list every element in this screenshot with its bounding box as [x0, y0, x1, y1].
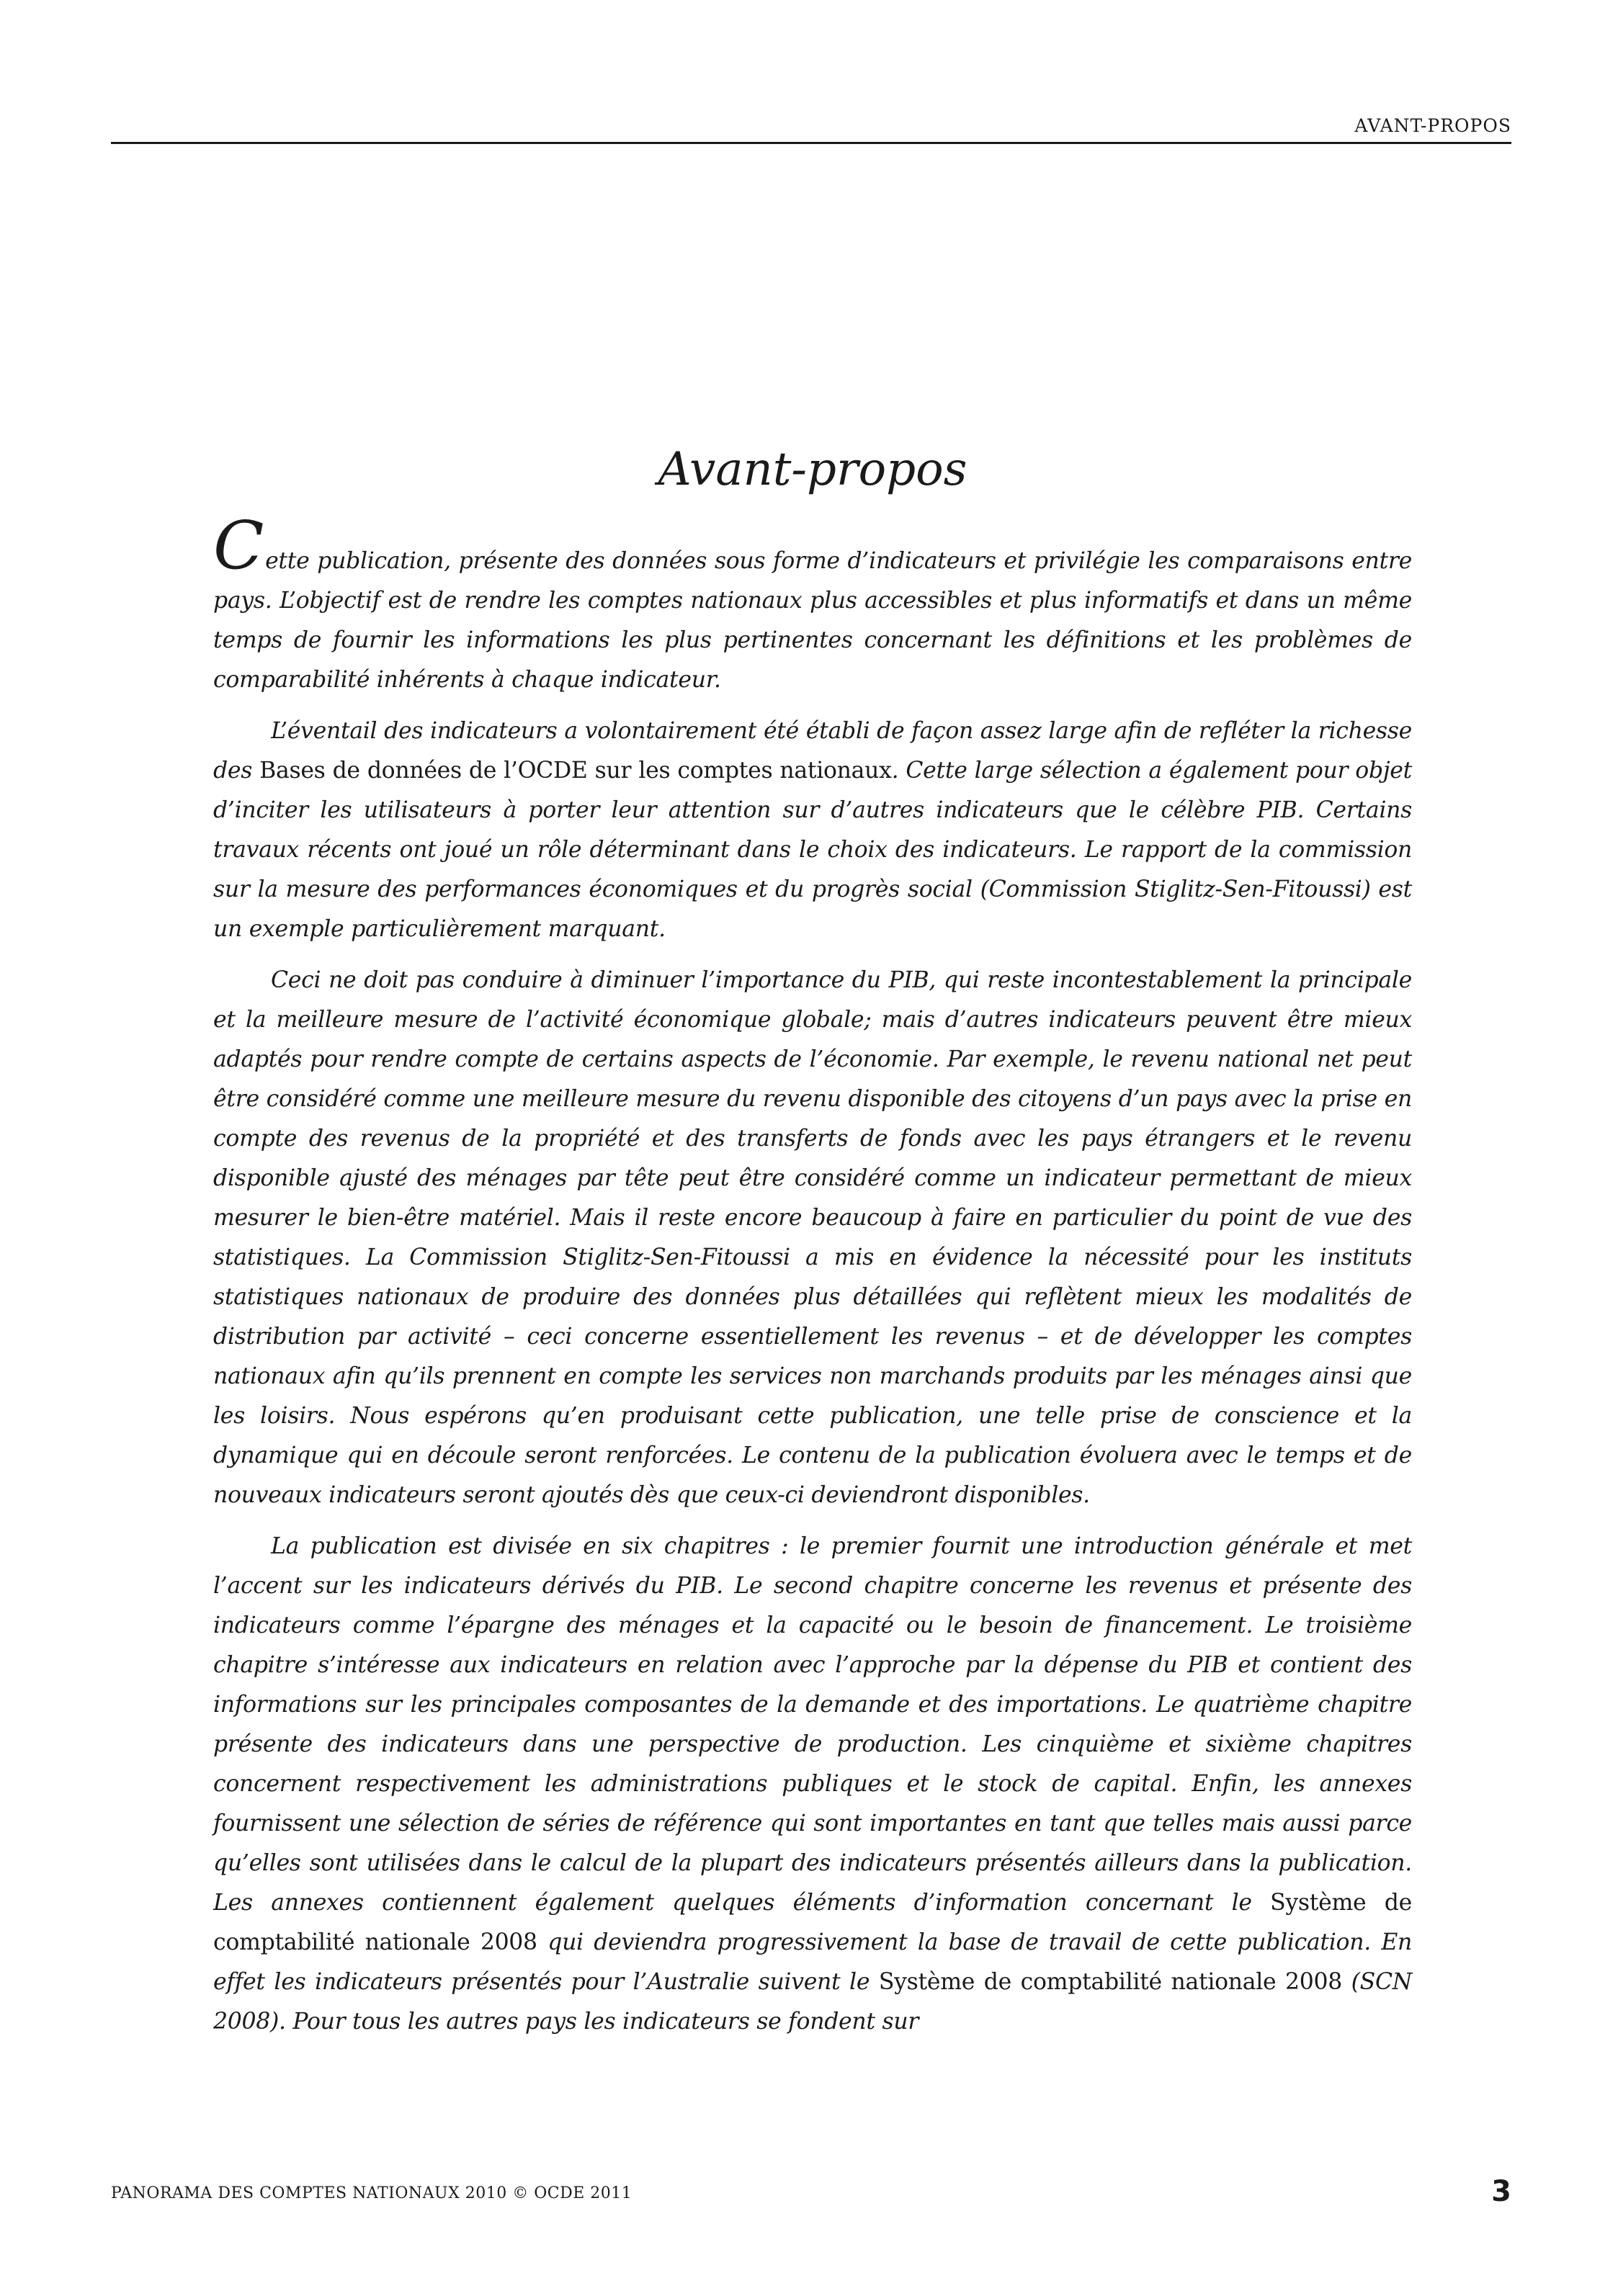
paragraph-1: [213, 507, 1412, 700]
body-text: [213, 507, 1413, 2053]
paragraph-3-text: Ceci ne doit pas conduire à diminuer l’importance du PIB, qui reste incontestablement la principale et la meilleure mesure de l’activité économique globale; mais d’autres indicateurs peuvent être mieux adaptés pour rendre compte de certains aspects de l’économie. Par exemple, le revenu national net peut être considéré comme une meilleure mesure du revenu disponible des citoyens d’un pays avec la prise en compte des revenus de la propriété et des transferts de fonds avec les pays étrangers et le revenu disponible ajusté des ménages par tête peut être considéré comme un indicateur permettant de mieux mesurer le bien-être matériel. Mais il reste encore beaucoup à faire en particulier du point de vue des statistiques. La Commission Stiglitz-Sen-Fitoussi a mis en évidence la nécessité pour les instituts statistiques nationaux de produire des données plus détaillées qui reflètent mieux les modalités de distribution par activité – ceci concerne essentiellement les revenus – et de développer les comptes nationaux afin qu’ils prennent en compte les services non marchands produits par les ménages ainsi que les loisirs. Nous espérons qu’en produisant cette publication, une telle prise de conscience et la dynamique qui en découle seront renforcées. Le contenu de la publication évoluera avec le temps et de nouveaux indicateurs seront ajoutés dès que ceux-ci deviendront disponibles.: [213, 967, 1412, 1508]
drop-cap: C: [213, 507, 264, 584]
paragraph-4-part-e: (SCN 2008). Pour tous les autres pays les indicateurs se fondent sur: [213, 1969, 1413, 2035]
page-title: Avant-propos: [658, 443, 967, 496]
paragraph-2: [213, 712, 1412, 949]
paragraph-4-scn-title-1: Système de comptabilité nationale 2008: [213, 1890, 1413, 1955]
running-head: AVANT-PROPOS: [1354, 115, 1511, 136]
page-number: 3: [1491, 2175, 1511, 2208]
paragraph-1-text: ette publication, présente des données sous forme d’indicateurs et privilégie les comparaisons entre pays. L’objectif est de rendre les comptes nationaux plus accessibles et plus informatifs et dans un même temps de fournir les informations les plus pertinentes concernant les définitions et les problèmes de comparabilité inhérents à chaque indicateur.: [213, 548, 1412, 693]
footer-publication: PANORAMA DES COMPTES NATIONAUX 2010 © OCDE 2011: [111, 2184, 633, 2202]
paragraph-2-database-title: Bases de données de l’OCDE sur les comptes nationaux: [259, 758, 892, 784]
paragraph-4: [213, 1527, 1412, 2042]
paragraph-4-part-c: qui deviendra progressivement la base de travail de cette publication. En effet les indicateurs présentés pour l’Australie suivent le: [213, 1929, 1412, 1995]
paragraph-3: [213, 961, 1412, 1515]
paragraph-4-part-a: La publication est divisée en six chapitres : le premier fournit une introduction générale et met l’accent sur les indicateurs dérivés du PIB. Le second chapitre concerne les revenus et présente des indicateurs comme l’épargne des ménages et la capacité ou le besoin de financement. Le troisième chapitre s’intéresse aux indicateurs en relation avec l’approche par la dépense du PIB et contient des informations sur les principales composantes de la demande et des importations. Le quatrième chapitre présente des indicateurs dans une perspective de production. Les cinquième et sixième chapitres concernent respectivement les administrations publiques et le stock de capital. Enfin, les annexes fournissent une sélection de séries de référence qui sont importantes en tant que telles mais aussi parce qu’elles sont utilisées dans le calcul de la plupart des indicateurs présentés ailleurs dans la publication. Les annexes contiennent également quelques éléments d’information concernant le: [213, 1533, 1412, 1916]
paragraph-4-scn-title-2: Système de comptabilité nationale 2008: [878, 1969, 1342, 1995]
paragraph-2-part-a: L’éventail des indicateurs a volontairement été établi de façon assez large afin de refléter la richesse des: [213, 718, 1412, 784]
paragraph-2-part-c: . Cette large sélection a également pour objet d’inciter les utilisateurs à porter leur attention sur d’autres indicateurs que le célèbre PIB. Certains travaux récents ont joué un rôle déterminant dans le choix des indicateurs. Le rapport de la commission sur la mesure des performances économiques et du progrès social (Commission Stiglitz-Sen-Fitoussi) est un exemple particulièrement marquant.: [213, 758, 1412, 942]
header-rule: [111, 142, 1511, 144]
